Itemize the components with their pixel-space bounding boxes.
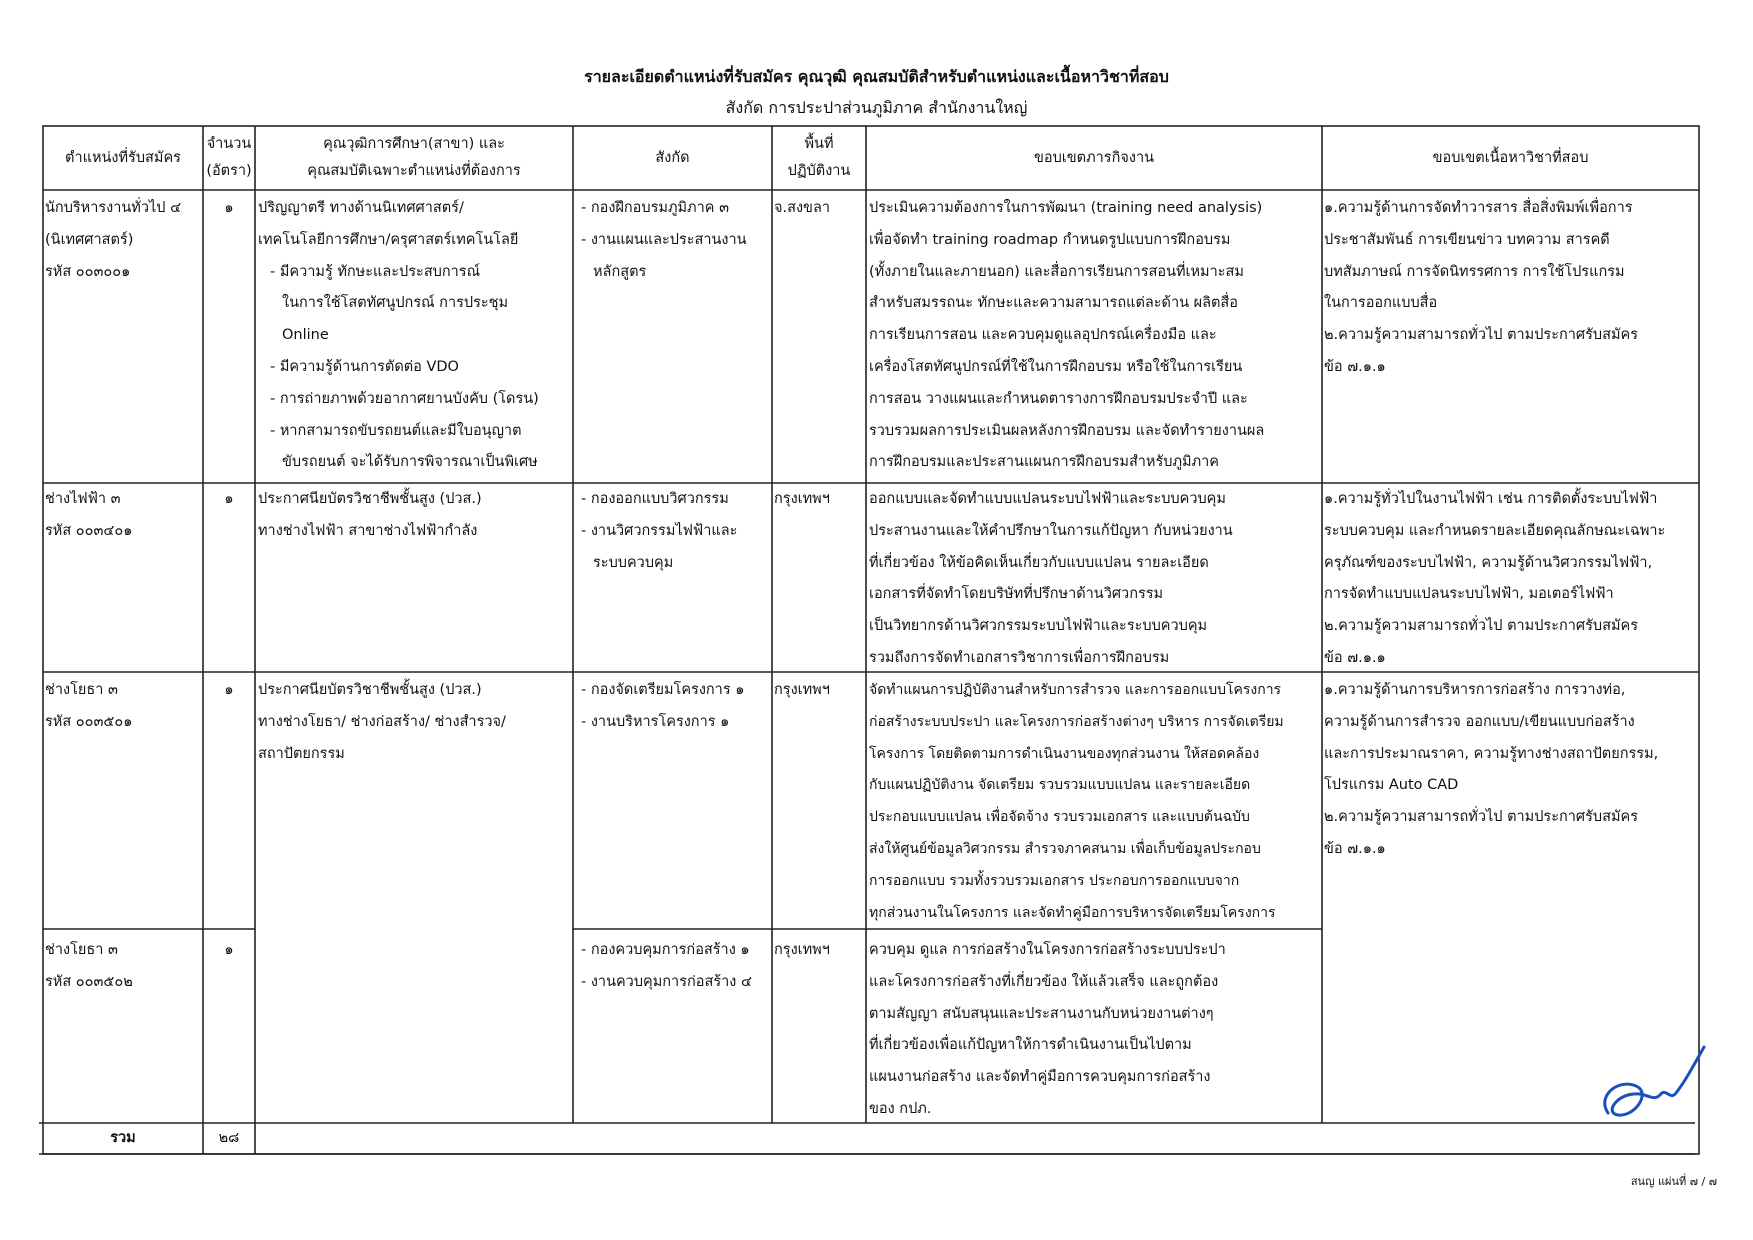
row3-exam: ๑.ความรู้ด้านการบริหารการก่อสร้าง การวางท่อ, ความรู้ด้านการสำรวจ ออกแบบ/เขียนแบบก่อสร้าง และการประมาณราคา, ความรู้ทางช่างสถาปัตยกรรม, โปรแกรม Auto CAD ๒.ความรู้ความสามารถทั่วไป ตามประกาศรับสมัคร ข้อ ๗.๑.๑: [1324, 682, 1659, 857]
row2-scope: ออกแบบและจัดทำแบบแปลนระบบไฟฟ้าและระบบควบคุม ประสานงานและให้คำปรึกษาในการแก้ปัญหา กับหน่วยงาน ที่เกี่ยวข้อง ให้ข้อคิดเห็นเกี่ยวกับแบบแปลน รายละเอียด เอกสารที่จัดทำโดยบริษัทที่ปรึกษาด้านวิศวกรรม เป็นวิทยากรด้านวิศวกรรมระบบไฟฟ้าและระบบควบคุม รวมถึงการจัดทำเอกสารวิชาการเพื่อการฝึกอบรม: [869, 491, 1233, 666]
row2-area: กรุงเทพฯ: [774, 491, 830, 507]
header-scope: ขอบเขตภารกิจงาน: [1033, 149, 1154, 166]
row1-count: ๑: [224, 200, 234, 216]
header-area: พื้นที่ ปฏิบัติงาน: [787, 136, 851, 179]
row2-exam: ๑.ความรู้ทั่วไปในงานไฟฟ้า เช่น การติดตั้งระบบไฟฟ้า ระบบควบคุม และกำหนดรายละเอียดคุณลักษณะเฉพาะ ครุภัณฑ์ของระบบไฟฟ้า, ความรู้ด้านวิศวกรรมไฟฟ้า, การจัดทำแบบแปลนระบบไฟฟ้า, มอเตอร์ไฟฟ้า ๒.ความรู้ความสามารถทั่วไป ตามประกาศรับสมัคร ข้อ ๗.๑.๑: [1324, 491, 1666, 666]
row3-department: - กองจัดเตรียมโครงการ ๑ - งานบริหารโครงการ ๑: [581, 682, 745, 730]
header-department: สังกัด: [655, 149, 690, 166]
row4-scope: ควบคุม ดูแล การก่อสร้างในโครงการก่อสร้างระบบประปา และโครงการก่อสร้างที่เกี่ยวข้อง ให้แล้วเสร็จ และถูกต้อง ตามสัญญา สนับสนุนและประสานงานกับหน่วยงานต่างๆ ที่เกี่ยวข้องเพื่อแก้ปัญหาให้การดำเนินงานเป็นไปตาม แผนงานก่อสร้าง และจัดทำคู่มือการควบคุมการก่อสร้าง ของ กปภ.: [869, 942, 1226, 1117]
row4-department: - กองควบคุมการก่อสร้าง ๑ - งานควบคุมการก่อสร้าง ๔: [581, 942, 752, 990]
row4-count: ๑: [224, 942, 234, 958]
row4-position: ช่างโยธา ๓ รหัส ๐๐๓๕๐๒: [45, 942, 133, 990]
header-qualification: คุณวุฒิการศึกษา(สาขา) และ คุณสมบัติเฉพาะตำแหน่งที่ต้องการ: [307, 136, 521, 179]
page-footer: สนญ แผ่นที่ ๗ / ๗: [1630, 1175, 1717, 1188]
signature: [1598, 1035, 1708, 1125]
total-label: รวม: [110, 1130, 136, 1146]
row3-count: ๑: [224, 682, 234, 698]
row3-position: ช่างโยธา ๓ รหัส ๐๐๓๕๐๑: [45, 682, 133, 730]
row1-exam: ๑.ความรู้ด้านการจัดทำวารสาร สื่อสิ่งพิมพ์เพื่อการ ประชาสัมพันธ์ การเขียนข่าว บทความ สารคดี บทสัมภาษณ์ การจัดนิทรรศการ การใช้โปรแกรม ในการออกแบบสื่อ ๒.ความรู้ความสามารถทั่วไป ตามประกาศรับสมัคร ข้อ ๗.๑.๑: [1324, 200, 1639, 375]
header-position: ตำแหน่งที่รับสมัคร: [65, 149, 181, 166]
document-subtitle: สังกัด การประปาส่วนภูมิภาค สำนักงานใหญ่: [725, 98, 1028, 117]
document-title: รายละเอียดตำแหน่งที่รับสมัคร คุณวุฒิ คุณสมบัติสำหรับตำแหน่งและเนื้อหาวิชาที่สอบ: [584, 67, 1169, 86]
header-count: จำนวน (อัตรา): [206, 136, 252, 179]
row4-area: กรุงเทพฯ: [774, 942, 830, 958]
total-value: ๒๘: [218, 1130, 240, 1146]
header-exam: ขอบเขตเนื้อหาวิชาที่สอบ: [1432, 149, 1589, 166]
row2-department: - กองออกแบบวิศวกรรม - งานวิศวกรรมไฟฟ้าและ ระบบควบคุม: [581, 491, 738, 571]
row3-scope: จัดทำแผนการปฏิบัติงานสำหรับการสำรวจ และการออกแบบโครงการ ก่อสร้างระบบประปา และโครงการก่อสร้างต่างๆ บริหาร การจัดเตรียม โครงการ โดยติดตามการดำเนินงานของทุกส่วนงาน ให้สอดคล้อง กับแผนปฏิบัติงาน จัดเตรียม รวบรวมแบบแปลน และรายละเอียด ประกอบแบบแปลน เพื่อจัดจ้าง รวบรวมเอกสาร และแบบต้นฉบับ ส่งให้ศูนย์ข้อมูลวิศวกรรม สำรวจภาคสนาม เพื่อเก็บข้อมูลประกอบ การออกแบบ รวมทั้งรวบรวมเอกสาร ประกอบการออกแบบจาก ทุกส่วนงานในโครงการ และจัดทำคู่มือการบริหารจัดเตรียมโครงการ: [869, 682, 1284, 921]
row2-qualification: ประกาศนียบัตรวิชาชีพชั้นสูง (ปวส.) ทางช่างไฟฟ้า สาขาช่างไฟฟ้ากำลัง: [258, 491, 482, 539]
row1-scope: ประเมินความต้องการในการพัฒนา (training need analysis) เพื่อจัดทำ training roadmap กำหนดรูปแบบการฝึกอบรม (ทั้งภายในและภายนอก) และสื่อการเรียนการสอนที่เหมาะสม สำหรับสมรรถนะ ทักษะและความสามารถแต่ละด้าน ผลิตสื่อ การเรียนการสอน และควบคุมดูแลอุปกรณ์เครื่องมือ และ เครื่องโสตทัศนูปกรณ์ที่ใช้ในการฝึกอบรม หรือใช้ในการเรียน การสอน วางแผนและกำหนดตารางการฝึกอบรมประจำปี และ รวบรวมผลการประเมินผลหลังการฝึกอบรม และจัดทำรายงานผล การฝึกอบรมและประสานแผนการฝึกอบรมสำหรับภูมิภาค: [869, 200, 1265, 471]
row1-qualification: ปริญญาตรี ทางด้านนิเทศศาสตร์/ เทคโนโลยีการศึกษา/ครุศาสตร์เทคโนโลยี - มีความรู้ ทักษะและประสบการณ์ ในการใช้โสตทัศนูปกรณ์ การประชุม Online - มีความรู้ด้านการตัดต่อ VDO - การถ่ายภาพด้วยอากาศยานบังคับ (โดรน) - หากสามารถขับรถยนต์และมีใบอนุญาต ขับรถยนต์ จะได้รับการพิจารณาเป็นพิเศษ: [258, 200, 539, 471]
row2-count: ๑: [224, 491, 234, 507]
row3-qualification: ประกาศนียบัตรวิชาชีพชั้นสูง (ปวส.) ทางช่างโยธา/ ช่างก่อสร้าง/ ช่างสำรวจ/ สถาปัตยกรรม: [258, 682, 506, 762]
row3-area: กรุงเทพฯ: [774, 682, 830, 698]
row1-area: จ.สงขลา: [774, 200, 830, 216]
row1-position: นักบริหารงานทั่วไป ๔ (นิเทศศาสตร์) รหัส ๐๐๓๐๐๑: [45, 200, 182, 280]
row2-position: ช่างไฟฟ้า ๓ รหัส ๐๐๓๔๐๑: [45, 491, 133, 539]
row1-department: - กองฝึกอบรมภูมิภาค ๓ - งานแผนและประสานงาน หลักสูตร: [581, 200, 747, 280]
